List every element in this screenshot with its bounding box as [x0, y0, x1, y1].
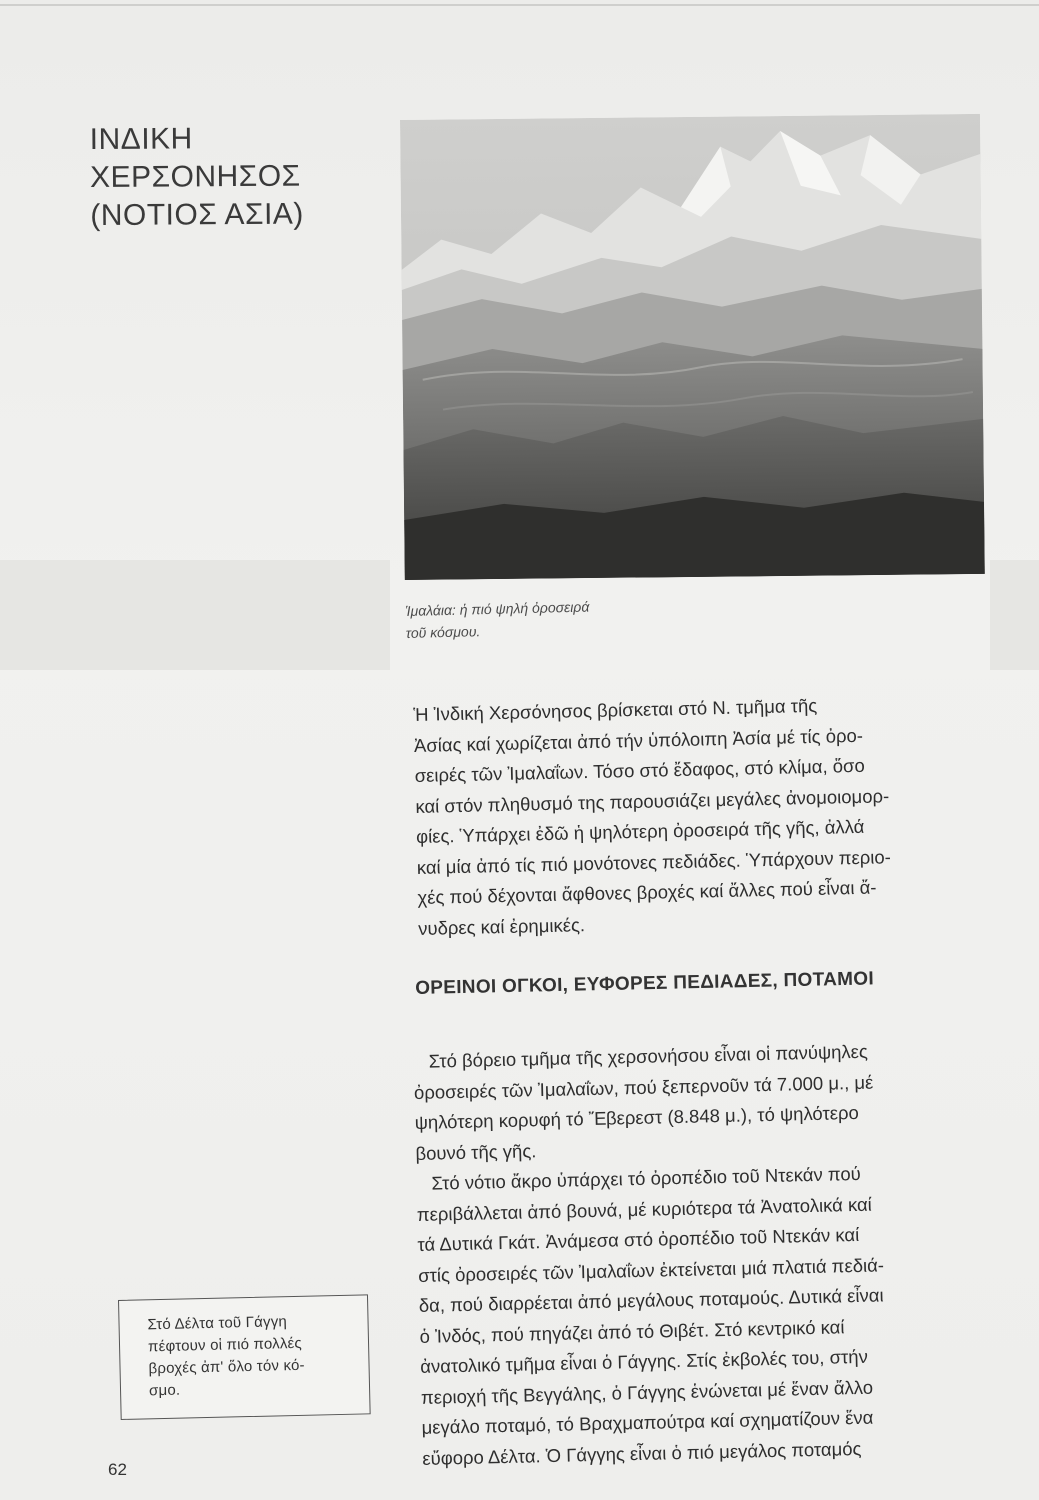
text-line: χές πού δέχονται ἄφθονες βροχές καί ἄλλες πού εἶναι ἄ- [417, 876, 877, 908]
text-line: καί στόν πληθυσμό της παρουσιάζει μεγάλες ἀνομοιομορ- [415, 784, 890, 817]
text-line: νυδρες καί ἐρημικές. [417, 913, 586, 939]
text-line: στίς ὀροσειρές τῶν Ἰμαλαΐων ἐκτείνεται μιά πλατιά πεδιά- [417, 1253, 885, 1286]
intro-paragraph [413, 686, 1018, 944]
fact-line: σμο. [148, 1381, 181, 1400]
fact-line: πέφτουν οἱ πιό πολλές [147, 1334, 303, 1356]
section-body [413, 1033, 1023, 1474]
text-line: Ἡ Ἰνδική Χερσόνησος βρίσκεται στό Ν. τμῆμα τῆς [413, 694, 818, 725]
photo-caption [405, 592, 726, 644]
top-rule [0, 4, 1039, 6]
fact-line: Στό Δέλτα τοῦ Γάγγη [147, 1313, 288, 1334]
chapter-title-line: ΧΕΡΣΟΝΗΣΟΣ [89, 159, 301, 195]
text-line: ὀροσειρές τῶν Ἰμαλαΐων, πού ξεπερνοῦν τά 7.000 μ., μέ [413, 1071, 874, 1103]
chapter-title-line: (ΝΟΤΙΟΣ ΑΣΙΑ) [90, 197, 304, 233]
text-line: Ἀσίας καί χωρίζεται ἀπό τήν ὑπόλοιπη Ἀσία μέ τίς ὀρο- [413, 724, 864, 756]
text-line: περιβάλλεται ἀπό βουνά, μέ κυριότερα τά Ἀνατολικά καί [416, 1193, 872, 1225]
text-line: καί μία ἀπό τίς πιό μονότονες πεδιάδες. Ὑπάρχουν περιο- [416, 845, 891, 878]
page-number: 62 [108, 1460, 127, 1479]
fact-text [147, 1310, 355, 1403]
fact-line: βροχές ἀπ' ὅλο τόν κό- [148, 1356, 305, 1378]
text-line: Στό νότιο ἄκρο ὑπάρχει τό ὀροπέδιο τοῦ Ντεκάν πού [415, 1162, 861, 1194]
text-line: ἀνατολικό τμῆμα εἶναι ὁ Γάγγης. Στίς ἐκβολές του, στήν [420, 1345, 869, 1377]
text-line: ὁ Ἰνδός, πού πηγάζει ἀπό τό Θιβέτ. Στό κεντρικό καί [419, 1315, 845, 1347]
text-line: δα, πού διαρρέεται ἀπό μεγάλους ποταμούς. Δυτικά εἶναι [418, 1284, 884, 1316]
chapter-title [90, 119, 391, 235]
section-heading: ΟΡΕΙΝΟΙ ΟΓΚΟΙ, ΕΥΦΟΡΕΣ ΠΕΔΙΑΔΕΣ, ΠΟΤΑΜΟΙ [415, 968, 875, 999]
himalaya-photo [400, 114, 985, 580]
text-line: περιοχή τῆς Βεγγάλης, ὁ Γάγγης ἑνώνεται μέ ἕναν ἄλλο [420, 1376, 874, 1408]
mountain-image [400, 114, 985, 580]
text-line: εὔφορο Δέλτα. Ὁ Γάγγης εἶναι ὁ πιό μεγάλος ποταμός [422, 1437, 862, 1469]
fact-box [118, 1294, 371, 1420]
caption-line: τοῦ κόσμου. [405, 623, 481, 641]
text-line: φίες. Ὑπάρχει ἐδῶ ἡ ψηλότερη ὀροσειρά τῆς γῆς, ἀλλά [415, 815, 865, 847]
text-line: τά Δυτικά Γκάτ. Ἀνάμεσα στό ὀροπέδιο τοῦ Ντεκάν καί [417, 1223, 860, 1255]
text-line: σειρές τῶν Ἰμαλαΐων. Τόσο στό ἔδαφος, στό κλίμα, ὅσο [414, 754, 865, 786]
caption-line: Ἱμαλάια: ἡ πιό ψηλή ὀροσειρά [405, 598, 590, 619]
text-line: Στό βόρειο τμῆμα τῆς χερσονήσου εἶναι οἱ πανύψηλες [413, 1040, 869, 1072]
text-line: ψηλότερη κορυφή τό Ἔβερεστ (8.848 μ.), τό ψηλότερο [414, 1101, 860, 1133]
text-line: βουνό τῆς γῆς. [415, 1139, 537, 1164]
show-through [990, 560, 1039, 670]
text-line: μεγάλο ποταμό, τό Βραχμαπούτρα καί σχηματίζουν ἕνα [421, 1406, 874, 1438]
chapter-title-line: ΙΝΔΙΚΗ [89, 122, 193, 157]
show-through [0, 560, 390, 670]
